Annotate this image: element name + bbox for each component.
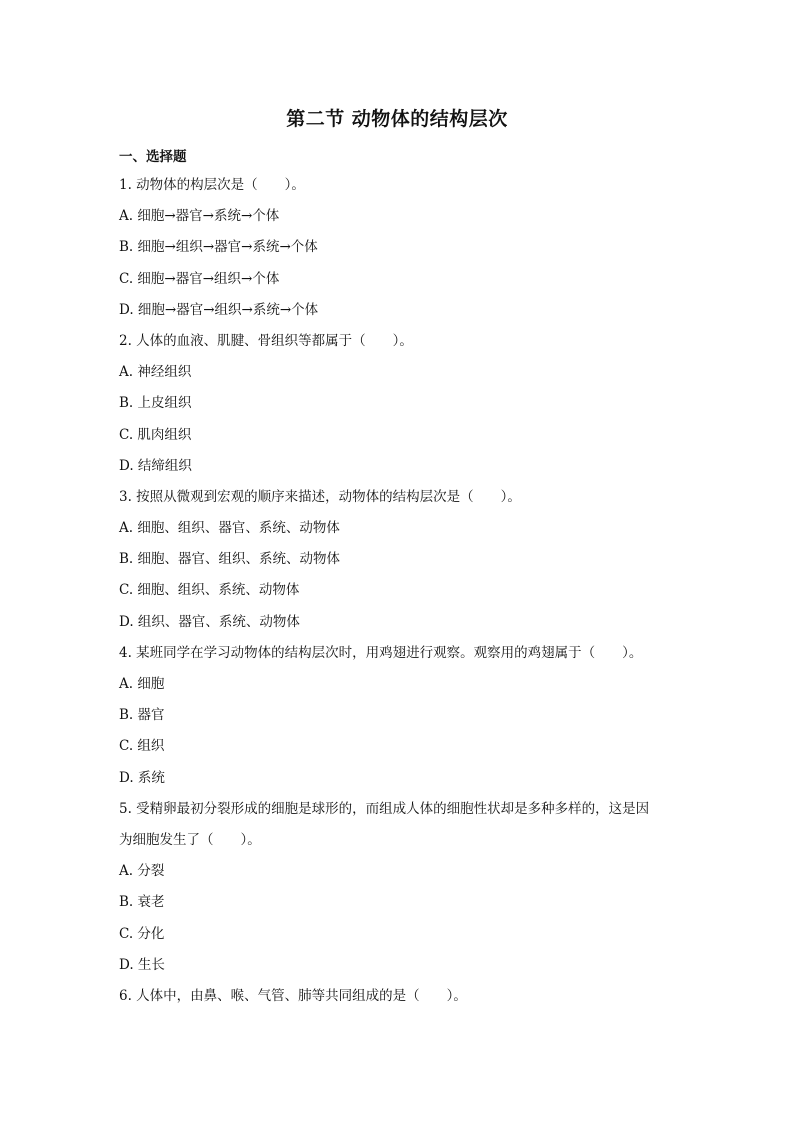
question-2-option-c: C. 肌肉组织 (119, 426, 192, 443)
question-4-option-a: A. 细胞 (119, 676, 165, 692)
question-list (119, 174, 679, 1016)
question-3-option-d: D. 组织、器官、系统、动物体 (119, 613, 300, 630)
question-3-option-b: B. 细胞、器官、组织、系统、动物体 (119, 551, 341, 568)
question-3-option-a: A. 细胞、组织、器官、系统、动物体 (119, 520, 340, 537)
question-3-stem: 3. 按照从微观到宏观的顺序来描述，动物体的结构层次是（ ）。 (119, 488, 521, 505)
page-title: 第二节 动物体的结构层次 (286, 108, 508, 130)
question-5-option-b: B. 衰老 (119, 894, 165, 911)
question-2-option-a: A. 神经组织 (119, 364, 192, 381)
question-4-stem: 4. 某班同学在学习动物体的结构层次时，用鸡翅进行观察。观察用的鸡翅属于（ ）。 (119, 644, 643, 661)
question-5-option-a: A. 分裂 (119, 863, 165, 880)
section-heading: 一、选择题 (119, 149, 187, 165)
question-1-stem: 1. 动物体的构层次是（ ）。 (119, 177, 305, 193)
question-1-option-b: B. 细胞→组织→器官→系统→个体 (119, 239, 318, 256)
question-6-stem: 6. 人体中，由鼻、喉、气管、肺等共同组成的是（ ）。 (119, 987, 467, 1004)
question-1-option-c: C. 细胞→器官→组织→个体 (119, 270, 280, 287)
question-1-option-d: D. 细胞→器官→组织→系统→个体 (119, 301, 319, 318)
question-4-option-d: D. 系统 (119, 769, 165, 786)
question-5-stem-line-1: 5. 受精卵最初分裂形成的细胞是球形的，而组成人体的细胞性状却是多种多样的，这是因 (119, 800, 650, 817)
question-2-option-d: D. 结缔组织 (119, 457, 192, 474)
question-2-stem: 2. 人体的血液、肌腱、骨组织等都属于（ ）。 (119, 332, 413, 349)
question-4-option-c: C. 组织 (119, 738, 165, 755)
question-2-option-b: B. 上皮组织 (119, 395, 192, 412)
question-5-stem-line-2: 为细胞发生了（ ）。 (119, 831, 261, 848)
question-4-option-b: B. 器官 (119, 707, 165, 724)
question-5-option-c: C. 分化 (119, 925, 165, 942)
question-5-option-d: D. 生长 (119, 956, 165, 973)
question-3-option-c: C. 细胞、组织、系统、动物体 (119, 582, 300, 599)
question-1-option-a: A. 细胞→器官→系统→个体 (119, 208, 280, 225)
